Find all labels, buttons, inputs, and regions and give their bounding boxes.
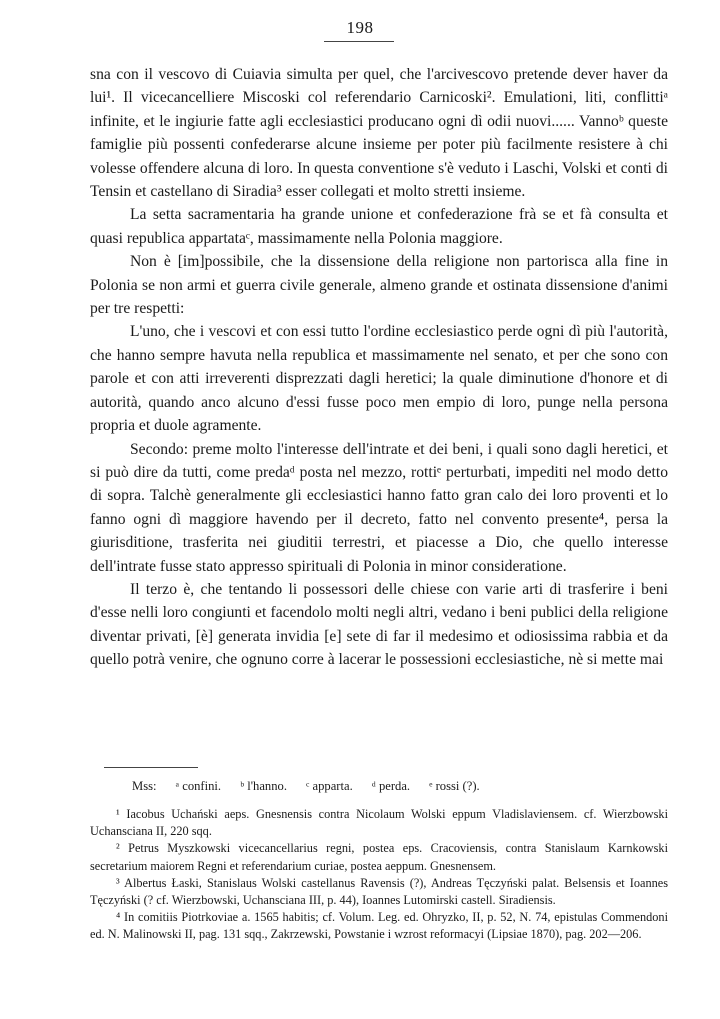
paragraph: L'uno, che i vescovi et con essi tutto l'ordine ecclesiastico perde ogni dì più l'autorità, che hanno sempre havuta nella republica et massimamente nel senato, et per che sono con parole et con atti irreverenti disprezzati dagli heretici; la quale diminutione d'honore et di autorità, quando anco alcuno d'essi fusse poco men empio di loro, punge nella persona propria et duole agramente.: [90, 323, 668, 435]
variant-item: ᵈ perda.: [371, 779, 411, 793]
paragraph: Il terzo è, che tentando li possessori delle chiese con varie arti di trasferire i beni d'esse nelli loro congiunti et facendolo molti negli altri, vedano i beni publici della religione diventar privati, [è] generata invidia [e] sete di far il medesimo et odiosissima rabbia et da quello potrà venire, che ognuno corre à lacerar le possessioni ecclesiastiche, nè si mette mai: [90, 580, 668, 669]
footnote-rule: [104, 767, 198, 768]
header-rule: [324, 41, 394, 42]
manuscript-variants: [132, 777, 672, 795]
footnote: ⁴ In comitiis Piotrkoviae a. 1565 habitis; cf. Volum. Leg. ed. Ohryzko, II, p. 52, N. 74, epistulas Commendoni ed. N. Malinowski II, pag. 131 sqq., Zakrzewski, Powstanie i wzrost reformacyi (Lipsiae 1870), pag. 202—206.: [90, 910, 668, 942]
variant-item: ᶜ apparta.: [306, 779, 353, 793]
footnotes: [90, 806, 668, 944]
variant-item: ᵃ confini.: [175, 779, 222, 793]
variant-item: ᵉ rossi (?).: [429, 779, 480, 793]
paragraph: sna con il vescovo di Cuiavia simulta per quel, che l'arcivescovo pretende dever haver da lui¹. Il vicecancelliere Miscoski col referendario Carnicoski². Emulationi, liti, conflittiᵃ infinite, et le ingiurie fatte agli ecclesiastici producano ogni dì odii nuovi...... Vannoᵇ queste famiglie più possenti confederarse alcune insieme per poter più facilmente resistere à chi volesse offendere alcuna di loro. In questa conventione s'è veduto i Laschi, Volski et conti di Tensin et castellano di Siradia³ esser collegati et molto stretti insieme.: [90, 66, 668, 201]
main-text: [90, 63, 668, 672]
paragraph: Secondo: preme molto l'interesse dell'intrate et dei beni, i quali sono dagli heretici, et si può dire da tutti, come predaᵈ posta nel mezzo, rottiᵉ perturbati, impediti nel modo detto di sopra. Talchè generalmente gli ecclesiastici hanno fatto gran calo dei loro proventi et lo fanno ogni dì maggiore havendo per il decreto, fatto nel convento presente⁴, persa la giurisditione, trasferita nei giuditii terrestri, et piacesse a Dio, che quello interesse dell'intrate fusse stato appresso spirituali di Polonia in minor consideratione.: [90, 440, 668, 575]
footnote: ² Petrus Myszkowski vicecancellarius regni, postea eps. Cracoviensis, contra Stanislaum Karnkowski secretarium maiorem Regni et referendarium curiae, postea aeppum. Gnesnensem.: [90, 841, 668, 873]
variant-item: ᵇ l'hanno.: [240, 779, 287, 793]
variants-label: Mss:: [132, 779, 157, 793]
paragraph: La setta sacramentaria ha grande unione et confederazione frà se et fà consulta et quasi republica appartataᶜ, massimamente nella Polonia maggiore.: [90, 206, 668, 247]
footnote: ¹ Iacobus Uchański aeps. Gnesnensis contra Nicolaum Wolski eppum Vladislaviensem. cf. Wierzbowski Uchansciana II, 220 sqq.: [90, 807, 668, 839]
paragraph: Non è [im]possibile, che la dissensione della religione non partorisca alla fine in Polonia se non armi et guerra civile generale, almeno grande et ostinata dissensione d'animi per tre respetti:: [90, 253, 668, 318]
page-number: 198: [346, 18, 374, 37]
footnote: ³ Albertus Łaski, Stanislaus Wolski castellanus Ravensis (?), Andreas Tęczyński palat. Belsensis et Ioannes Tęczyński (? cf. Wierzbowski, Uchansciana III, p. 44), Ioannes Lutomirski castell. Siradiensis.: [90, 875, 668, 908]
